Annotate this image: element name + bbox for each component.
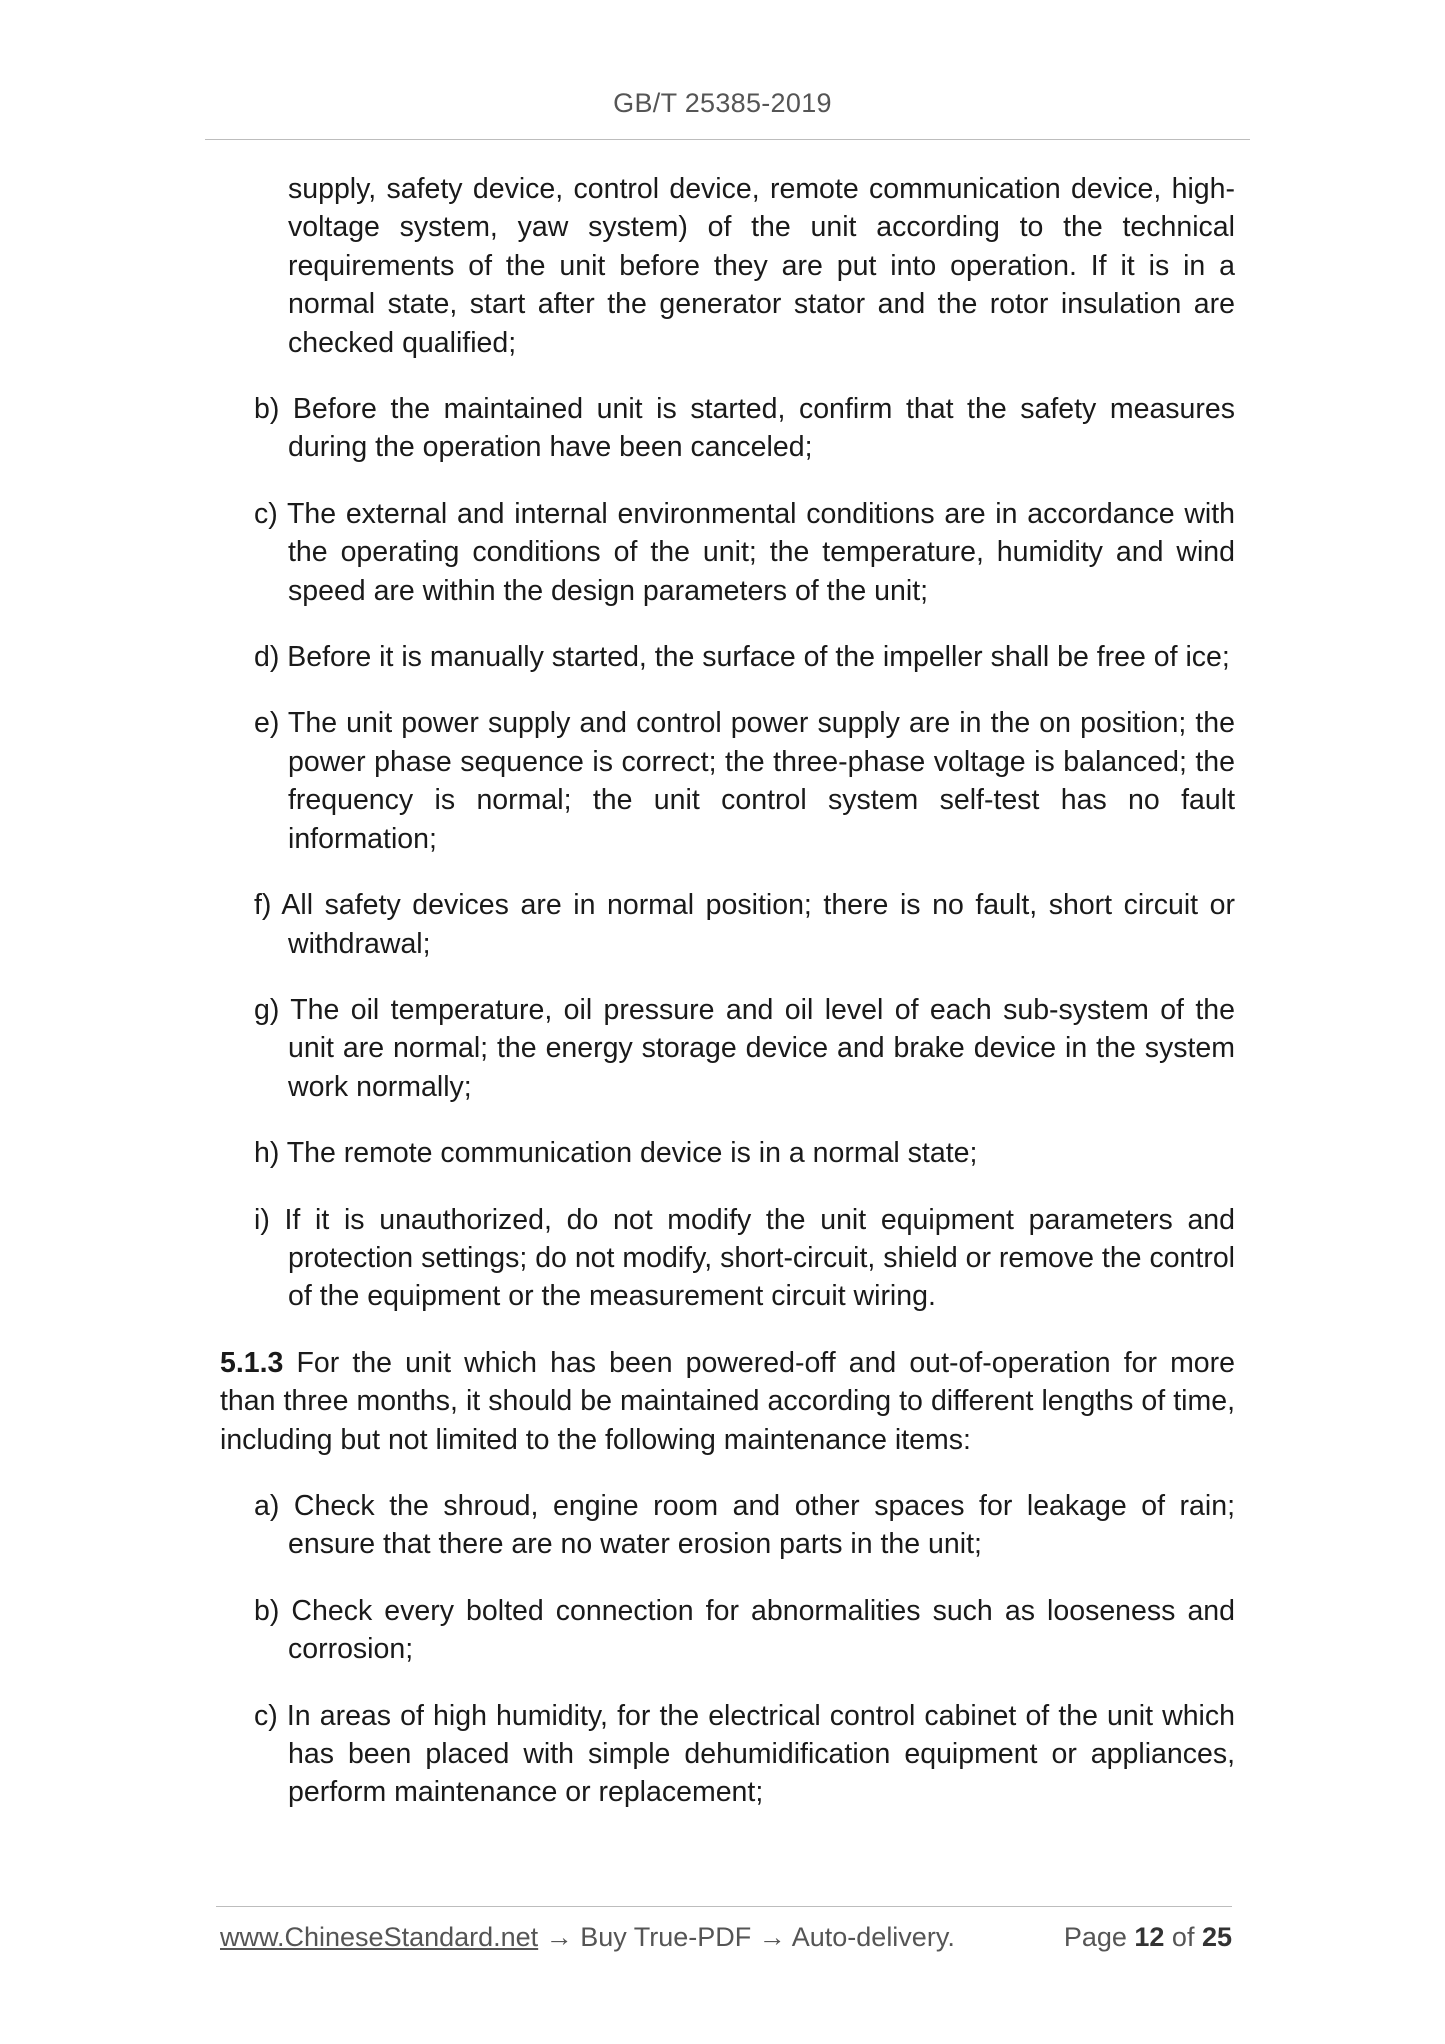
list-item-d: d) Before it is manually started, the surface of the impeller shall be free of ice; <box>254 641 1230 674</box>
section-number: 5.1.3 <box>220 1346 284 1379</box>
list-item-e: e) The unit power supply and control power supply are in the on position; the power phase sequence is correct; the three-phase voltage is balanced; the frequency is normal; the unit control system self-test has no fault information; <box>254 707 1235 855</box>
footer-promo <box>220 1922 955 1953</box>
intro-continuation-paragraph: supply, safety device, control device, remote communication device, high-voltage system, yaw system) of the unit according to the technical requirements of the unit before they are put into operation. If it is in a normal state, start after the generator stator and the rotor insulation are checked qualified; <box>288 173 1235 359</box>
total-pages-number: 25 <box>1201 1922 1232 1952</box>
list-item-f: f) All safety devices are in normal position; there is no fault, short circuit or withdrawal; <box>254 889 1235 960</box>
footer-tagline: → Buy True-PDF → Auto-delivery. <box>538 1922 955 1952</box>
list-item-h: h) The remote communication device is in a normal state; <box>254 1137 978 1170</box>
header-divider <box>205 139 1250 140</box>
document-header-title: GB/T 25385-2019 <box>613 88 832 118</box>
maintenance-item-c: c) In areas of high humidity, for the electrical control cabinet of the unit which has been placed with simple dehumidification equipment or appliances, perform maintenance or replacement; <box>254 1699 1235 1809</box>
website-link[interactable]: www.ChineseStandard.net <box>220 1922 539 1952</box>
maintenance-item-b: b) Check every bolted connection for abnormalities such as looseness and corrosion; <box>254 1594 1235 1666</box>
current-page-number: 12 <box>1134 1922 1165 1952</box>
document-body <box>220 170 1235 1812</box>
section-text: For the unit which has been powered-off and out-of-operation for more than three months, it should be maintained according to different lengths of time, including but not limited to the following maintenance items: <box>220 1346 1235 1456</box>
list-item-g: g) The oil temperature, oil pressure and oil level of each sub-system of the unit are normal; the energy storage device and brake device in the system work normally; <box>254 993 1235 1103</box>
page-of-label: of <box>1164 1922 1202 1952</box>
footer-divider <box>216 1906 1232 1907</box>
list-item-i: i) If it is unauthorized, do not modify the unit equipment parameters and protection settings; do not modify, short-circuit, shield or remove the control of the equipment or the measurement circuit wiring. <box>254 1203 1235 1313</box>
list-item-b: b) Before the maintained unit is started, confirm that the safety measures during the operation have been canceled; <box>254 393 1235 464</box>
list-item-c: c) The external and internal environmental conditions are in accordance with the operating conditions of the unit; the temperature, humidity and wind speed are within the design parameters of the unit; <box>254 497 1235 607</box>
maintenance-item-a: a) Check the shroud, engine room and other spaces for leakage of rain; ensure that there are no water erosion parts in the unit; <box>254 1489 1235 1561</box>
page-indicator <box>1064 1922 1232 1953</box>
page-label: Page <box>1063 1922 1135 1952</box>
section-5-1-3 <box>220 1344 1235 1459</box>
